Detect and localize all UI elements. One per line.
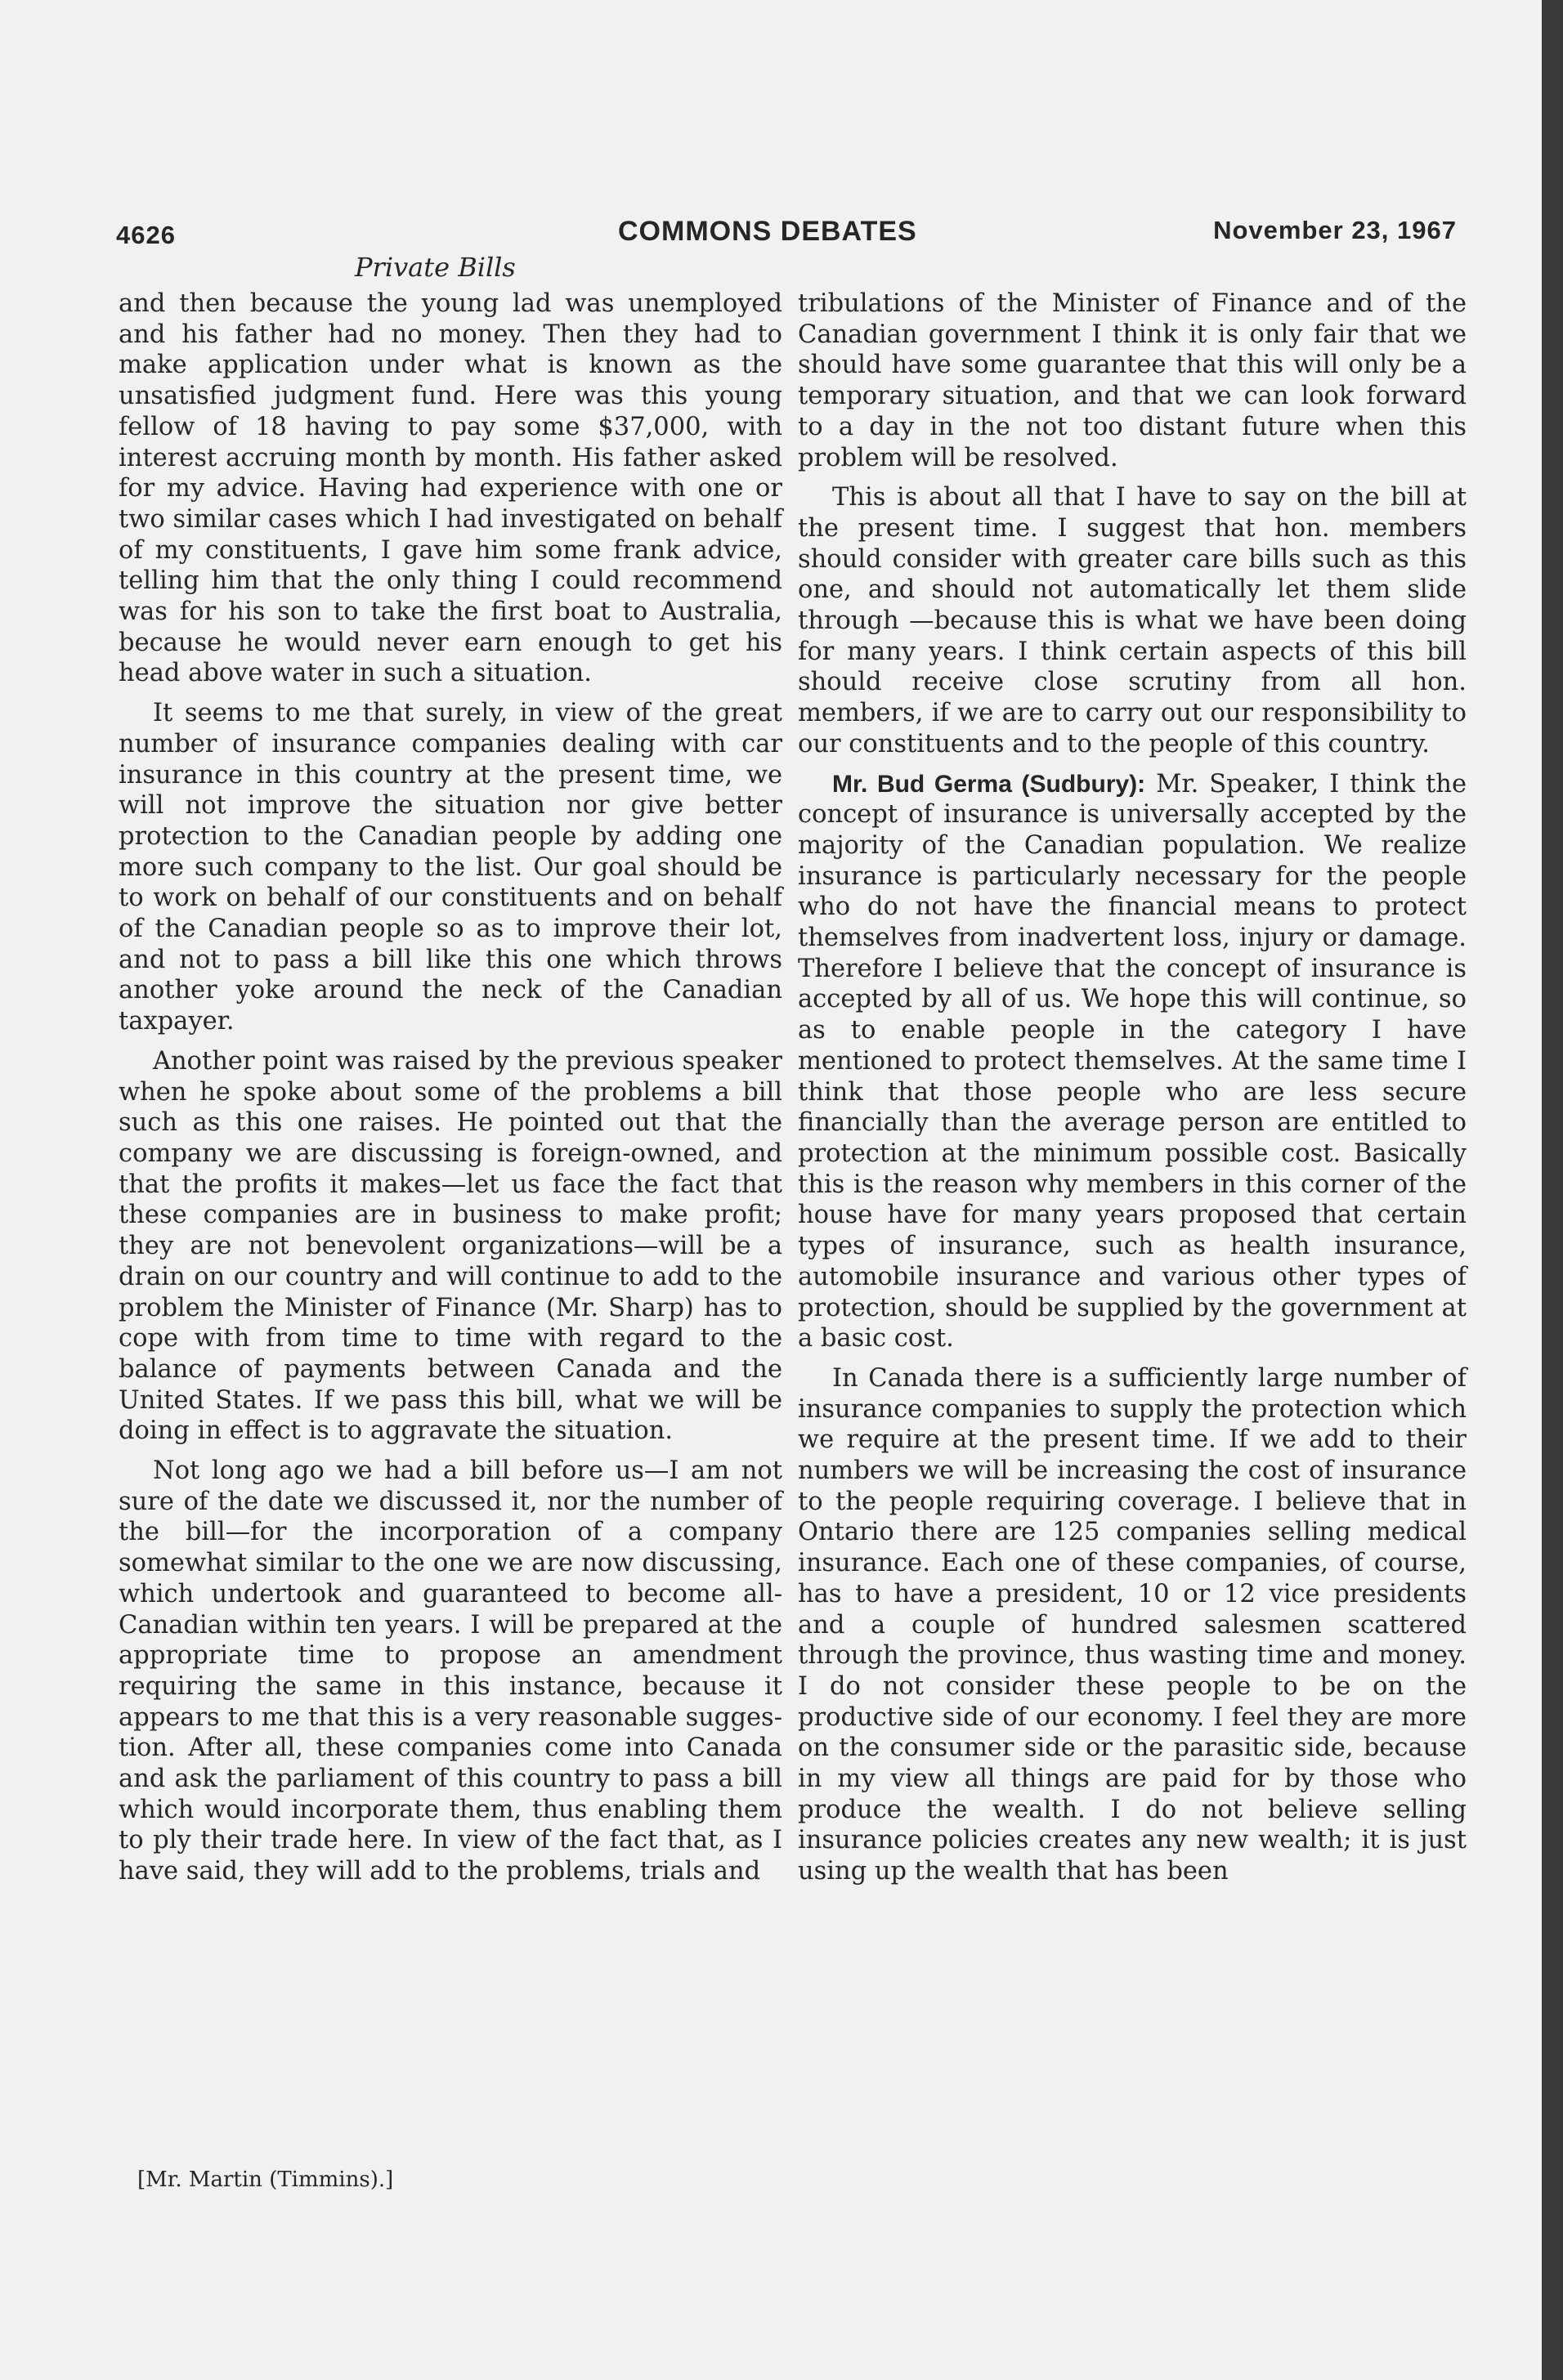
paragraph: Another point was raised by the previous speaker when he spoke about some of the problems a bill such as this one raises. He pointed out that the company we are discussing is foreign-owned, and that the profits it makes—let us face the fact that these companies are in business to make profit; they are not benevolent organizations—will be a drain on our country and will continue to add to the problem the Minister of Finance (Mr. Sharp) has to cope with from time to time with regard to the balance of payments between Canada and the United States. If we pass this bill, what we will be doing in effect is to aggravate the situation. (119, 1046, 782, 1446)
right-column (798, 289, 1467, 1896)
page-number: 4626 (116, 221, 176, 249)
issue-date: November 23, 1967 (1213, 216, 1457, 244)
speaker-attribution: [Mr. Martin (Timmins).] (137, 2168, 394, 2192)
running-header (116, 216, 1457, 253)
section-heading: Private Bills (355, 252, 516, 283)
speaker-name: Mr. Bud Germa (Sudbury): (832, 770, 1146, 798)
journal-title: COMMONS DEBATES (618, 216, 917, 247)
speaker-text: Mr. Speaker, I think the concept of insurance is universally accepted by the majority of the Canadian population. We realize insurance is particularly necessary for the people who do not have the financial means to protect themselves from inadvertent loss, injury or damage. Therefore I believe that the concept of insurance is accepted by all of us. We hope this will continue, so as to enable people in the category I have mentioned to protect themselves. At the same time I think that those people who are less secure financially than the average person are entitled to protection at the minimum possible cost. Basically this is the reason why members in this corner of the house have for many years proposed that certain types of insurance, such as health insurance, automobile insurance and various other types of protection, should be supplied by the government at a basic cost. (798, 769, 1467, 1353)
paragraph: Not long ago we had a bill before us—I am not sure of the date we discussed it, nor the number of the bill—for the incorporation of a company somewhat similar to the one we are now discussing, which undertook and guaranteed to become all-Canadian within ten years. I will be prepared at the appropriate time to propose an amendment requiring the same in this instance, because it appears to me that this is a very reasonable suggestion. After all, these companies come into Canada and ask the parliament of this country to pass a bill which would incorporate them, thus enabling them to ply their trade here. In view of the fact that, as I have said, they will add to the problems, trials and (119, 1456, 782, 1886)
paragraph: In Canada there is a sufficiently large number of insurance companies to supply the protection which we require at the present time. If we add to their numbers we will be increasing the cost of insurance to the people requiring coverage. I believe that in Ontario there are 125 companies selling medical insurance. Each one of these companies, of course, has to have a president, 10 or 12 vice presidents and a couple of hundred salesmen scattered through the province, thus wasting time and money. I do not consider these people to be on the productive side of our economy. I feel they are more on the consumer side or the parasitic side, because in my view all things are paid for by those who produce the wealth. I do not believe selling insurance policies creates any new wealth; it is just using up the wealth that has been (798, 1363, 1467, 1886)
paragraph: It seems to me that surely, in view of the great number of insurance companies dealing with car insurance in this country at the present time, we will not improve the situation nor give better protection to the Canadian people by adding one more such company to the list. Our goal should be to work on behalf of our constituents and on behalf of the Canadian people so as to improve their lot, and not to pass a bill like this one which throws another yoke around the neck of the Canadian taxpayer. (119, 699, 782, 1036)
paragraph: This is about all that I have to say on the bill at the present time. I suggest that hon. members should consider with greater care bills such as this one, and should not automatically let them slide through —because this is what we have been doing for many years. I think certain aspects of this bill should receive close scrutiny from all hon. members, if we are to carry out our responsibility to our constituents and to the people of this country. (798, 483, 1467, 758)
scan-edge (1542, 0, 1563, 2380)
paragraph: tribulations of the Minister of Finance and of the Canadian government I think it is only fair that we should have some guarantee that this will only be a temporary situation, and that we can look forward to a day in the not too distant future when this problem will be resolved. (798, 289, 1467, 472)
paragraph: and then because the young lad was unemployed and his father had no money. Then they had to make application under what is known as the unsatisfied judgment fund. Here was this young fellow of 18 having to pay some $37,000, with interest accruing month by month. His father asked for my advice. Having had experience with one or two similar cases which I had investigated on behalf of my constituents, I gave him some frank advice, telling him that the only thing I could recommend was for his son to take the first boat to Australia, because he would never earn enough to get his head above water in such a situation. (119, 289, 782, 688)
left-column (119, 289, 782, 1896)
speaker-paragraph (798, 769, 1467, 1354)
